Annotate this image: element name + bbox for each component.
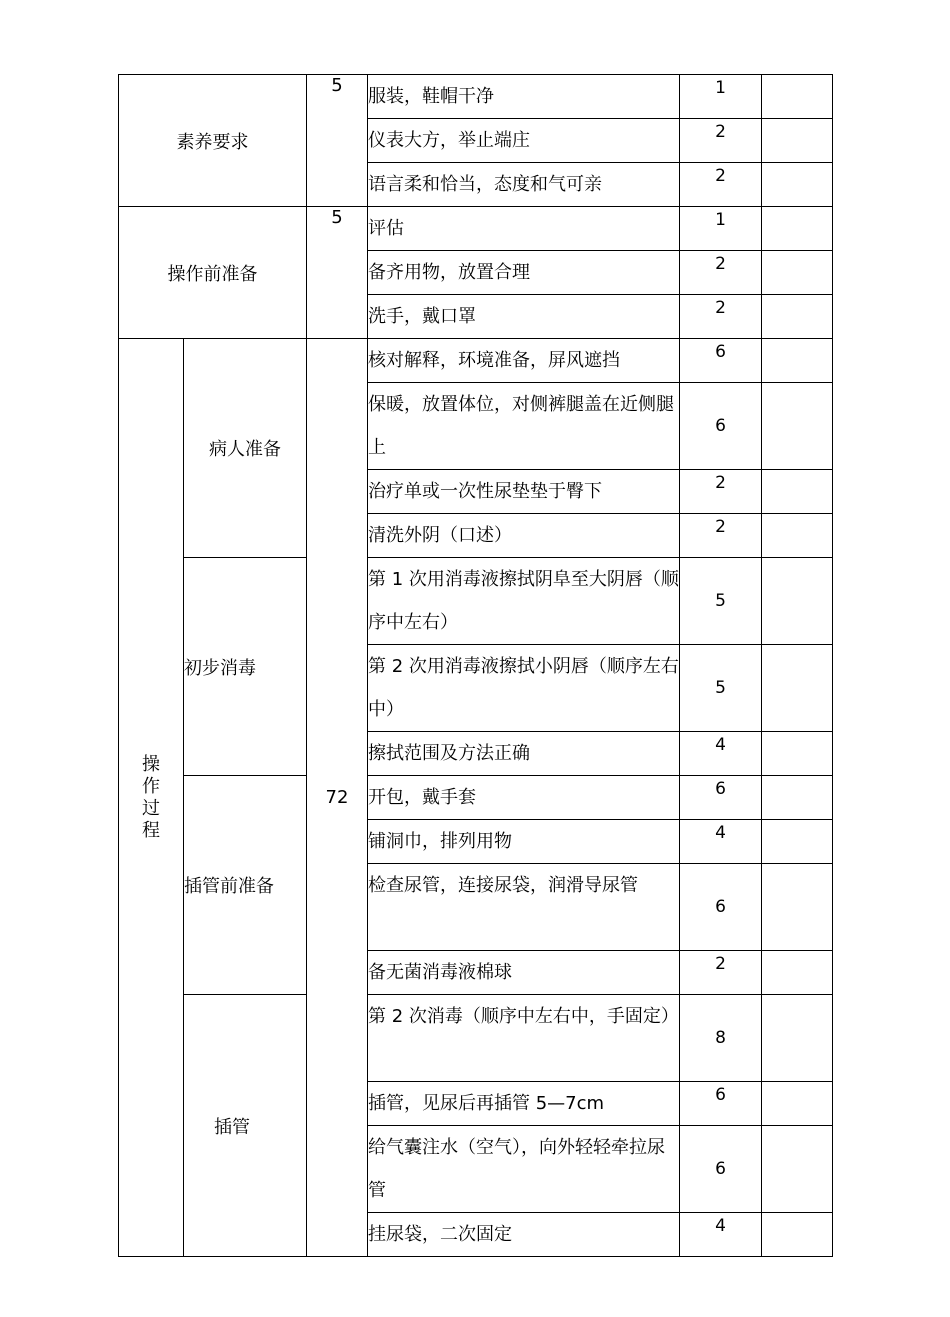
item-text: 语言柔和恰当，态度和气可亲 — [368, 163, 680, 207]
item-text: 保暖，放置体位，对侧裤腿盖在近侧腿上 — [368, 383, 680, 470]
item-text: 铺洞巾，排列用物 — [368, 820, 680, 864]
item-text: 第 2 次消毒（顺序中左右中，手固定） — [368, 995, 680, 1082]
deduction-cell — [762, 470, 833, 514]
item-text: 检查尿管，连接尿袋，润滑导尿管 — [368, 864, 680, 951]
item-score: 2 — [680, 163, 762, 207]
item-text: 给气囊注水（空气），向外轻轻牵拉尿管 — [368, 1126, 680, 1213]
item-text: 备齐用物，放置合理 — [368, 251, 680, 295]
deduction-cell — [762, 383, 833, 470]
item-score: 6 — [680, 1126, 762, 1213]
item-score: 2 — [680, 951, 762, 995]
process-title-vertical: 操作过程 — [142, 753, 160, 841]
item-text: 仪表大方，举止端庄 — [368, 119, 680, 163]
item-text: 挂尿袋，二次固定 — [368, 1213, 680, 1257]
group-title: 病人准备 — [184, 339, 307, 558]
item-text: 第 1 次用消毒液擦拭阴阜至大阴唇（顺序中左右） — [368, 558, 680, 645]
item-score: 2 — [680, 470, 762, 514]
item-text: 插管，见尿后再插管 5—7cm — [368, 1082, 680, 1126]
deduction-cell — [762, 995, 833, 1082]
table-row — [119, 776, 833, 820]
deduction-cell — [762, 558, 833, 645]
deduction-cell — [762, 207, 833, 251]
table-row — [119, 558, 833, 645]
deduction-cell — [762, 514, 833, 558]
item-score: 5 — [680, 558, 762, 645]
item-score: 6 — [680, 383, 762, 470]
deduction-cell — [762, 951, 833, 995]
group-title: 初步消毒 — [184, 558, 307, 776]
table-row — [119, 75, 833, 119]
item-text: 擦拭范围及方法正确 — [368, 732, 680, 776]
item-score: 6 — [680, 1082, 762, 1126]
deduction-cell — [762, 119, 833, 163]
deduction-cell — [762, 645, 833, 732]
section-total: 5 — [307, 75, 368, 207]
item-score: 2 — [680, 119, 762, 163]
item-score: 4 — [680, 732, 762, 776]
scoring-table — [118, 74, 833, 1257]
item-score: 6 — [680, 864, 762, 951]
deduction-cell — [762, 295, 833, 339]
item-score: 1 — [680, 207, 762, 251]
deduction-cell — [762, 1213, 833, 1257]
table-row — [119, 339, 833, 383]
deduction-cell — [762, 163, 833, 207]
deduction-cell — [762, 1126, 833, 1213]
item-score: 2 — [680, 295, 762, 339]
group-title: 插管前准备 — [184, 776, 307, 995]
process-section-title — [119, 339, 184, 1257]
item-text: 备无菌消毒液棉球 — [368, 951, 680, 995]
deduction-cell — [762, 1082, 833, 1126]
item-text: 清洗外阴（口述） — [368, 514, 680, 558]
deduction-cell — [762, 776, 833, 820]
item-text: 第 2 次用消毒液擦拭小阴唇（顺序左右中） — [368, 645, 680, 732]
item-text: 洗手，戴口罩 — [368, 295, 680, 339]
deduction-cell — [762, 820, 833, 864]
item-score: 6 — [680, 776, 762, 820]
deduction-cell — [762, 251, 833, 295]
item-score: 2 — [680, 251, 762, 295]
deduction-cell — [762, 75, 833, 119]
table-row — [119, 207, 833, 251]
item-score: 4 — [680, 820, 762, 864]
item-score: 5 — [680, 645, 762, 732]
item-text: 核对解释，环境准备，屏风遮挡 — [368, 339, 680, 383]
item-score: 8 — [680, 995, 762, 1082]
item-text: 服装，鞋帽干净 — [368, 75, 680, 119]
section-total: 5 — [307, 207, 368, 339]
table-row — [119, 995, 833, 1082]
group-title: 插管 — [184, 995, 307, 1257]
section-title: 操作前准备 — [119, 207, 307, 339]
deduction-cell — [762, 339, 833, 383]
item-score: 6 — [680, 339, 762, 383]
item-score: 2 — [680, 514, 762, 558]
deduction-cell — [762, 732, 833, 776]
section-title: 素养要求 — [119, 75, 307, 207]
section-total: 72 — [307, 339, 368, 1257]
item-score: 1 — [680, 75, 762, 119]
item-text: 评估 — [368, 207, 680, 251]
deduction-cell — [762, 864, 833, 951]
item-score: 4 — [680, 1213, 762, 1257]
item-text: 开包，戴手套 — [368, 776, 680, 820]
item-text: 治疗单或一次性尿垫垫于臀下 — [368, 470, 680, 514]
